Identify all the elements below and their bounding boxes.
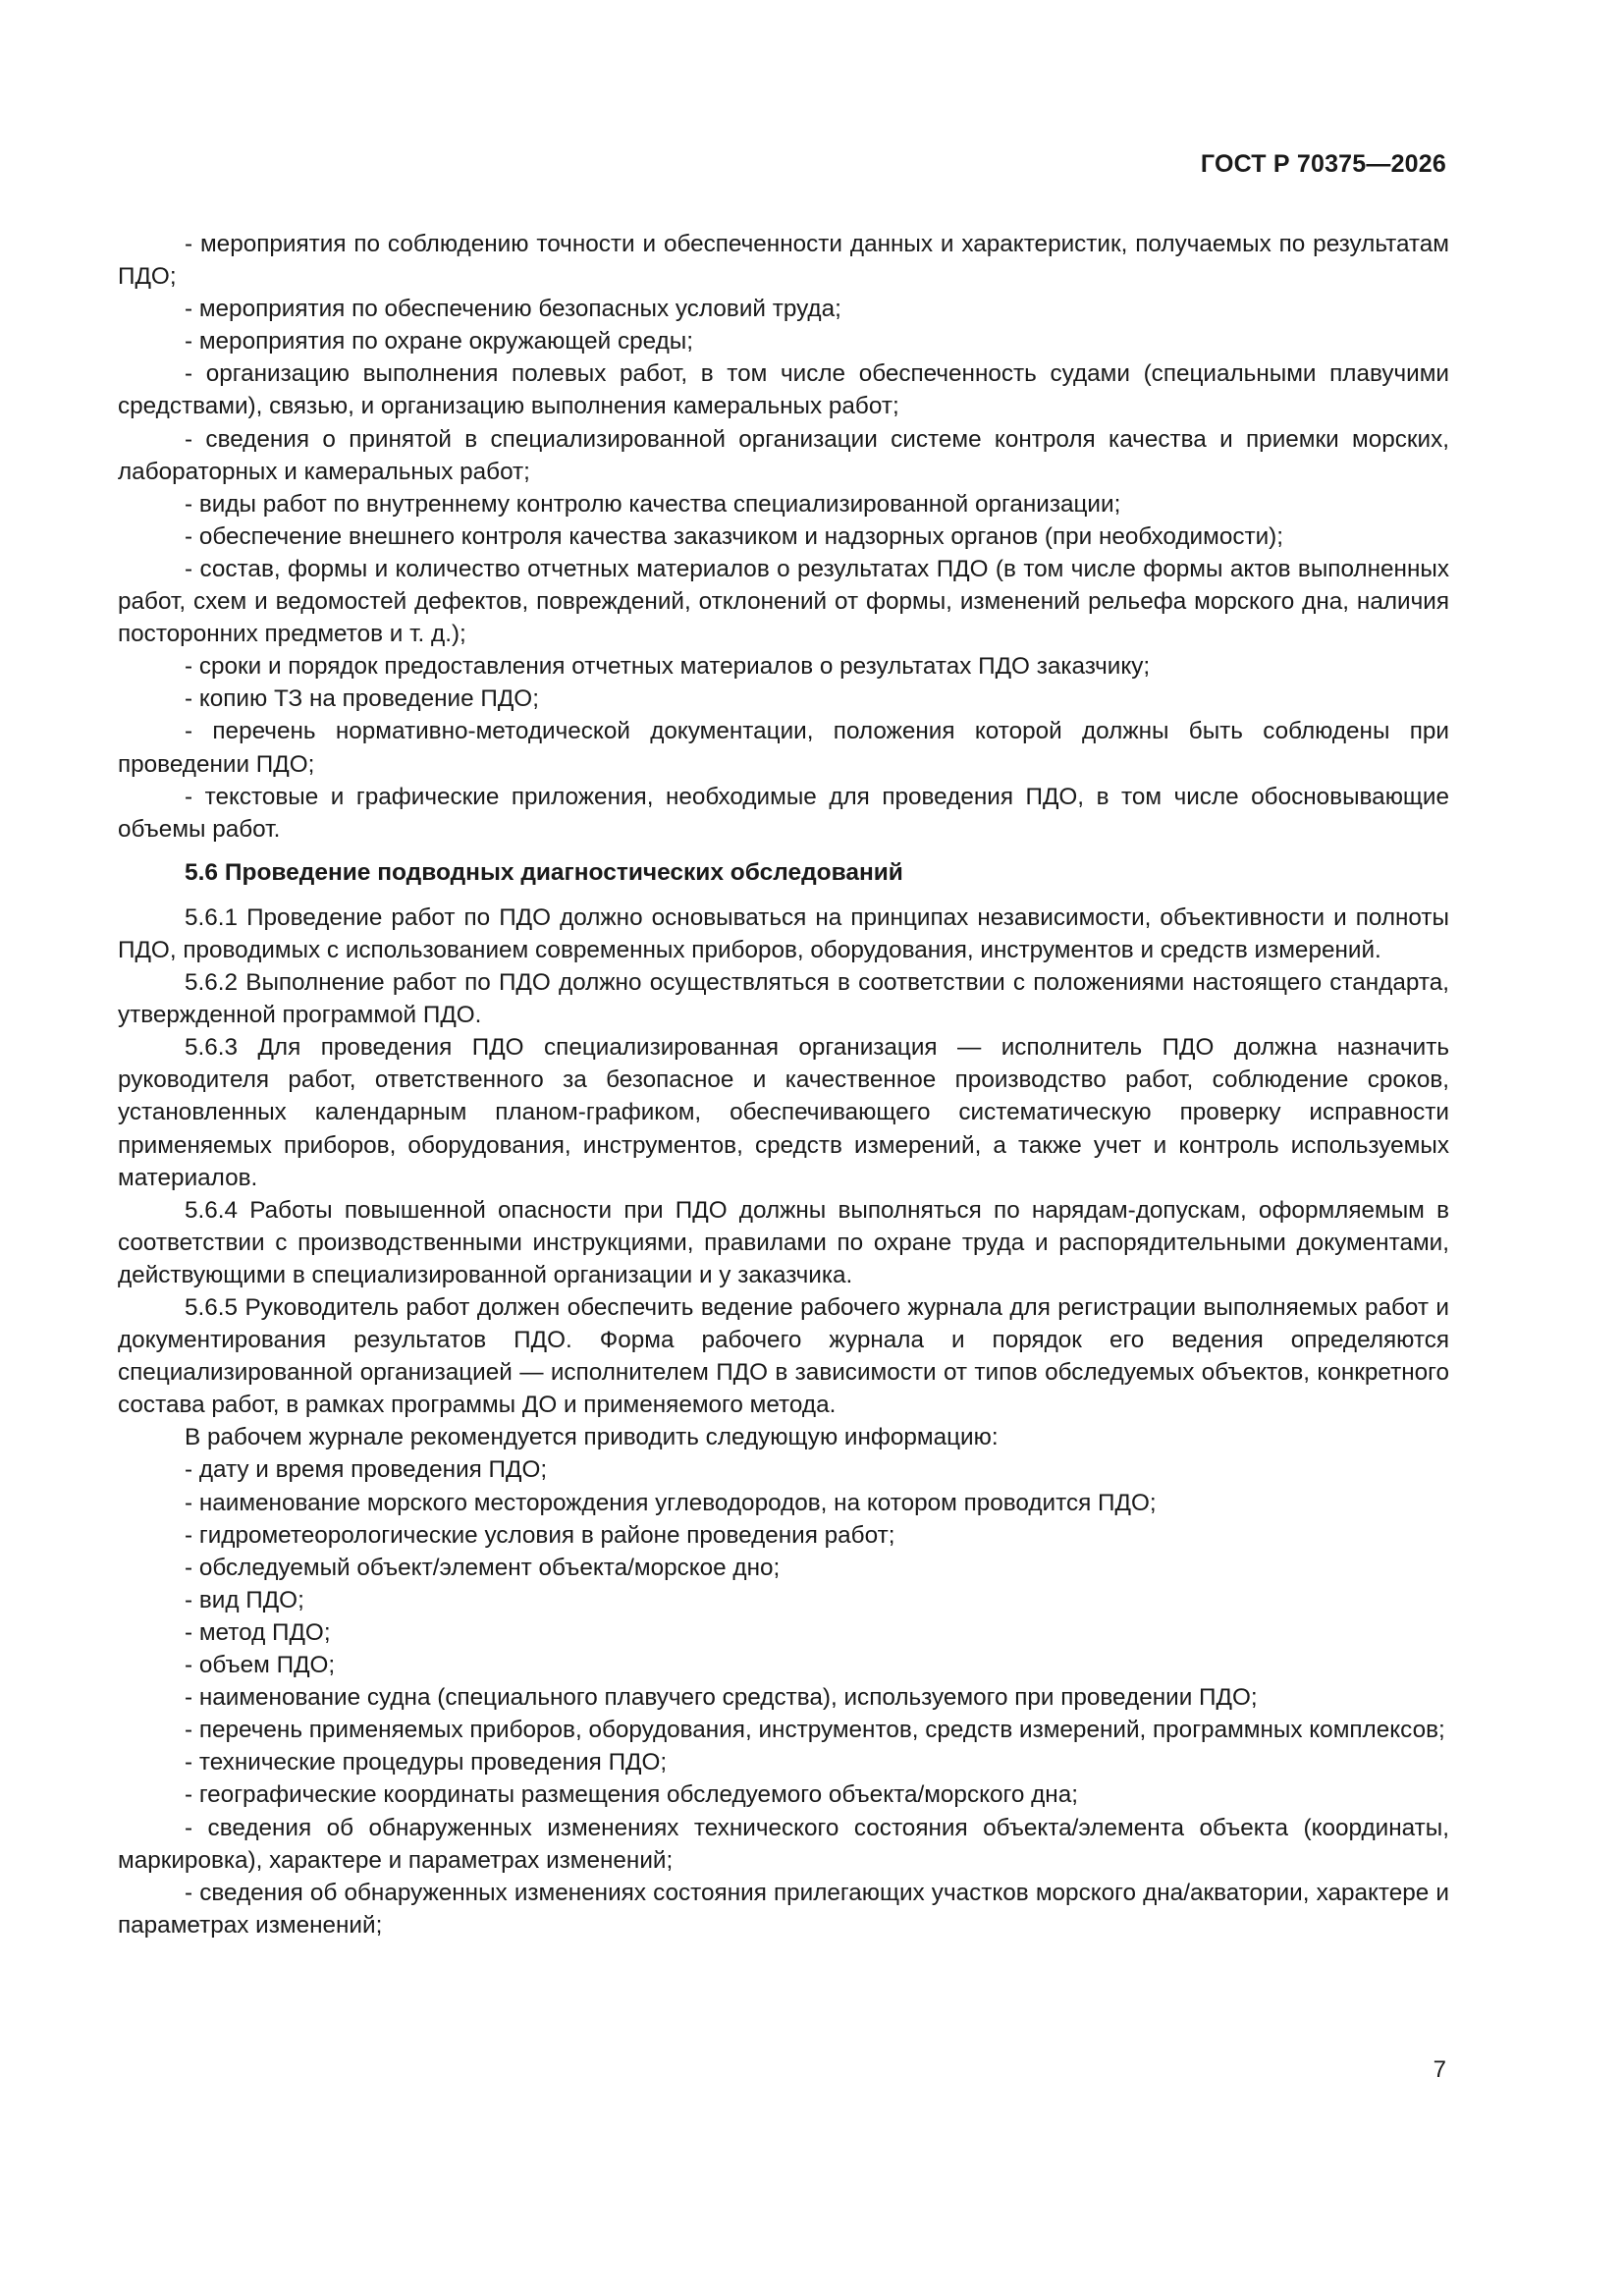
list-item: - состав, формы и количество отчетных материалов о результатах ПДО (в том числе формы актов выполненных работ, схем и ведомостей дефектов, повреждений, отклонений от формы, изменений рельефа морского дна, наличия посторонних предметов и т. д.); xyxy=(118,555,1449,648)
list-item: - объем ПДО; xyxy=(185,1652,336,1679)
paragraph: 5.6.5 Руководитель работ должен обеспечить ведение рабочего журнала для регистрации выполняемых работ и документирования результатов ПДО. Форма рабочего журнала и порядок его ведения определяются специализированной организацией — исполнителем ПДО в зависимости от типов обследуемых объектов, конкретного состава работ, в рамках программы ДО и применяемого метода. xyxy=(118,1294,1449,1419)
list-item: - вид ПДО; xyxy=(185,1586,304,1613)
paragraph: 5.6.3 Для проведения ПДО специализированная организация — исполнитель ПДО должна назначить руководителя работ, ответственного за безопасное и качественное производство работ, соблюдение сроков, установленных календарным планом-графиком, обеспечивающего систематическую проверку исправности применяемых приборов, оборудования, инструментов, средств измерений, а также учет и контроль используемых материалов. xyxy=(118,1034,1449,1191)
document-header: ГОСТ Р 70375—2026 xyxy=(1200,150,1446,178)
list-item: - сроки и порядок предоставления отчетных материалов о результатах ПДО заказчику; xyxy=(185,653,1151,681)
list-item: - организацию выполнения полевых работ, в том числе обеспеченность судами (специальными плавучими средствами), связью, и организацию выполнения камеральных работ; xyxy=(118,360,1449,420)
list-item: - сведения о принятой в специализированной организации системе контроля качества и приемки морских, лабораторных и камеральных работ; xyxy=(118,425,1449,485)
list-item: - текстовые и графические приложения, необходимые для проведения ПДО, в том числе обосновывающие объемы работ. xyxy=(118,783,1449,843)
list-item: - гидрометеорологические условия в районе проведения работ; xyxy=(185,1521,895,1549)
list-item: - перечень нормативно-методической документации, положения которой должны быть соблюдены при проведении ПДО; xyxy=(118,718,1449,778)
paragraph: 5.6.1 Проведение работ по ПДО должно основываться на принципах независимости, объективности и полноты ПДО, проводимых с использованием современных приборов, оборудования, инструментов и средств измерений. xyxy=(118,903,1449,963)
list-item: - метод ПДО; xyxy=(185,1618,331,1646)
list-item: - мероприятия по обеспечению безопасных условий труда; xyxy=(185,296,841,323)
list-item: - мероприятия по соблюдению точности и обеспеченности данных и характеристик, получаемых по результатам ПДО; xyxy=(118,231,1449,291)
list-item: - виды работ по внутреннему контролю качества специализированной организации; xyxy=(185,490,1121,518)
paragraph: 5.6.4 Работы повышенной опасности при ПДО должны выполняться по нарядам-допускам, оформляемым в соответствии с производственными инструкциями, правилами по охране труда и распорядительными документами, действующими в специализированной организации и у заказчика. xyxy=(118,1196,1449,1288)
page-number: 7 xyxy=(1433,2056,1446,2083)
document-body xyxy=(118,228,1449,1941)
list-item: - дату и время проведения ПДО; xyxy=(185,1456,548,1484)
list-item: - наименование морского месторождения углеводородов, на котором проводится ПДО; xyxy=(185,1489,1157,1516)
list-item: - перечень применяемых приборов, оборудования, инструментов, средств измерений, программных комплексов; xyxy=(185,1717,1445,1744)
list-item: - сведения об обнаруженных изменениях технического состояния объекта/элемента объекта (координаты, маркировка), характере и параметрах изменений; xyxy=(118,1814,1449,1874)
list-item: - технические процедуры проведения ПДО; xyxy=(185,1749,668,1777)
list-item: - мероприятия по охране окружающей среды; xyxy=(185,328,693,355)
list-item: - обеспечение внешнего контроля качества заказчиком и надзорных органов (при необходимости); xyxy=(185,522,1284,550)
paragraph: В рабочем журнале рекомендуется приводить следующую информацию: xyxy=(185,1424,999,1451)
list-item: - сведения об обнаруженных изменениях состояния прилегающих участков морского дна/акватории, характере и параметрах изменений; xyxy=(118,1879,1449,1939)
section-heading: 5.6 Проведение подводных диагностических обследований xyxy=(185,858,903,886)
list-item: - обследуемый объект/элемент объекта/морское дно; xyxy=(185,1554,781,1581)
paragraph: 5.6.2 Выполнение работ по ПДО должно осуществляться в соответствии с положениями настоящего стандарта, утвержденной программой ПДО. xyxy=(118,969,1449,1029)
list-item: - географические координаты размещения обследуемого объекта/морского дна; xyxy=(185,1781,1078,1809)
list-item: - наименование судна (специального плавучего средства), используемого при проведении ПДО; xyxy=(185,1684,1258,1712)
list-item: - копию ТЗ на проведение ПДО; xyxy=(185,685,539,713)
